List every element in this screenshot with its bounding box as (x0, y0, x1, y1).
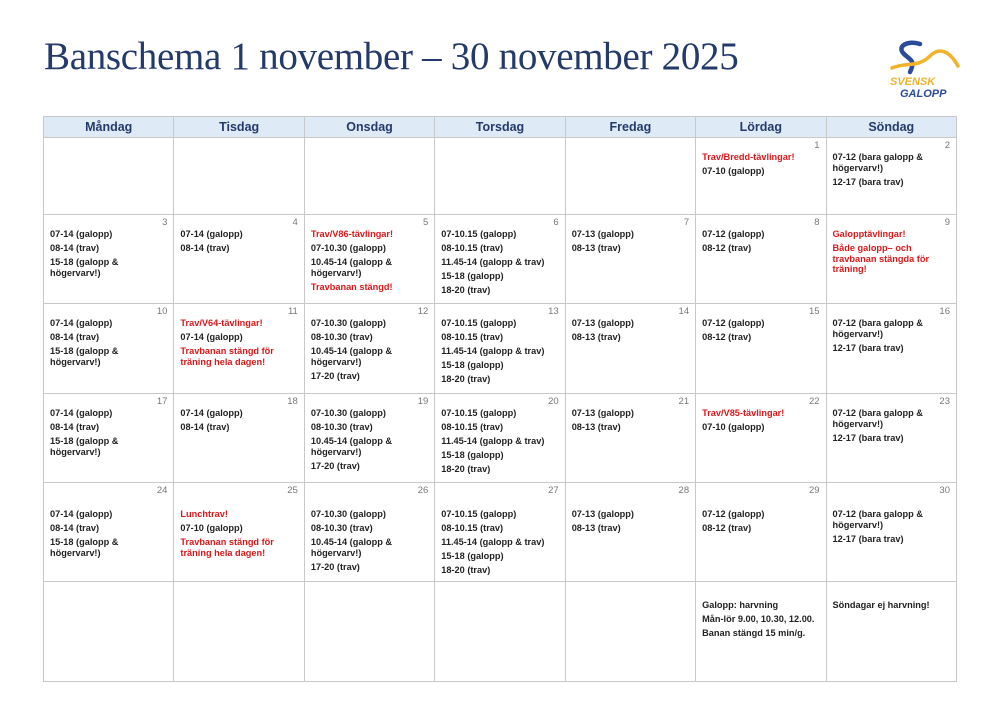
schedule-line: 15-18 (galopp) (441, 450, 504, 460)
day-cell (44, 304, 174, 394)
day-cell (565, 483, 695, 582)
day-cell (696, 215, 826, 304)
weekday-header: Lördag (696, 117, 826, 138)
schedule-line: 08-13 (trav) (571, 332, 621, 342)
week-row (44, 483, 957, 582)
schedule-line: 07-13 (galopp) (571, 408, 634, 418)
day-cell (696, 138, 826, 215)
day-cell (435, 138, 565, 215)
schedule-line: 08-10.30 (trav) (310, 422, 373, 432)
week-row (44, 394, 957, 483)
day-number: 25 (287, 485, 298, 496)
day-cell (826, 394, 956, 483)
schedule-line: 10.45-14 (galopp & högervarv!) (310, 537, 393, 558)
day-number: 15 (808, 306, 820, 317)
day-cell (44, 138, 174, 215)
schedule-line: 07-10.30 (galopp) (310, 509, 386, 519)
schedule-line: 07-12 (galopp) (702, 509, 765, 519)
day-cell (826, 215, 956, 304)
schedule-line: 10.45-14 (galopp & högervarv!) (310, 257, 393, 278)
day-cell (304, 138, 434, 215)
day-number: 11 (287, 306, 298, 317)
notes-cell (565, 582, 695, 682)
schedule-line: Mån-lör 9.00, 10.30, 12.00. (702, 614, 815, 624)
schedule-line: 07-10.30 (galopp) (310, 408, 386, 418)
schedule-line: Banan stängd 15 min/g. (702, 628, 806, 638)
schedule-line: 07-14 (galopp) (180, 408, 243, 418)
day-number: 9 (944, 217, 950, 228)
week-row (44, 138, 957, 215)
notes-cell (696, 582, 826, 682)
notes-cell (44, 582, 174, 682)
schedule-line: 07-10 (galopp) (702, 166, 765, 176)
day-number: 19 (417, 396, 429, 407)
day-number: 7 (683, 217, 690, 228)
day-cell (696, 483, 826, 582)
day-cell (304, 394, 434, 483)
schedule-line: 08-10.15 (trav) (441, 332, 504, 342)
schedule-line: 18-20 (trav) (441, 565, 491, 575)
day-cell (174, 215, 304, 304)
day-number: 1 (814, 140, 820, 151)
schedule-line: 12-17 (bara trav) (832, 533, 904, 544)
schedule-line: 07-14 (galopp) (50, 408, 113, 418)
day-number: 3 (162, 217, 168, 228)
day-cell (565, 394, 695, 483)
schedule-line: 07-10.15 (galopp) (441, 318, 517, 328)
day-cell (696, 304, 826, 394)
weekday-header: Torsdag (435, 117, 565, 138)
weekday-header: Måndag (44, 117, 174, 138)
schedule-line: Söndagar ej harvning! (832, 600, 930, 610)
day-cell (44, 394, 174, 483)
alert-text: Trav/V86-tävlingar! (310, 229, 394, 239)
notes-cell (174, 582, 304, 682)
schedule-line: 17-20 (trav) (310, 561, 360, 572)
day-number: 13 (548, 306, 559, 317)
day-number: 29 (808, 485, 820, 496)
day-cell (565, 215, 695, 304)
day-cell (826, 138, 956, 215)
schedule-line: 18-20 (trav) (441, 285, 491, 295)
schedule-line: 18-20 (trav) (441, 464, 491, 474)
schedule-line: 11.45-14 (galopp & trav) (441, 436, 545, 446)
weekday-header: Tisdag (174, 117, 304, 138)
day-number (311, 140, 428, 152)
day-cell (304, 483, 434, 582)
svensk-galopp-logo (886, 38, 966, 100)
schedule-line: 07-10 (galopp) (180, 523, 243, 533)
logo-text-svensk: SVENSK (890, 76, 936, 88)
schedule-line: 07-10.15 (galopp) (441, 408, 517, 418)
schedule-line: 07-10 (galopp) (702, 422, 765, 432)
day-number: 27 (548, 485, 559, 496)
day-cell (174, 138, 304, 215)
day-cell (304, 304, 434, 394)
schedule-line: 11.45-14 (galopp & trav) (441, 537, 545, 547)
schedule-line: 08-12 (trav) (702, 243, 752, 253)
schedule-line: 12-17 (bara trav) (832, 176, 904, 187)
schedule-line: 07-12 (bara galopp & högervarv!) (832, 152, 923, 173)
day-cell (826, 304, 956, 394)
page-title: Banschema 1 november – 30 november 2025 (44, 35, 739, 78)
day-cell (44, 215, 174, 304)
schedule-line: 11.45-14 (galopp & trav) (441, 257, 545, 267)
schedule-line: 08-10.15 (trav) (441, 523, 504, 533)
schedule-line: 15-18 (galopp & högervarv!) (50, 537, 119, 558)
day-number: 18 (287, 396, 298, 407)
schedule-line: 08-12 (trav) (702, 332, 752, 342)
schedule-line: 07-14 (galopp) (180, 332, 243, 342)
schedule-line: 15-18 (galopp & högervarv!) (50, 257, 119, 278)
schedule-line: 08-13 (trav) (571, 523, 621, 533)
schedule-line: 15-18 (galopp) (441, 271, 504, 281)
schedule-line: 10.45-14 (galopp & högervarv!) (310, 436, 393, 457)
day-number: 22 (808, 396, 820, 407)
day-cell (174, 394, 304, 483)
day-cell (435, 483, 565, 582)
day-cell (565, 304, 695, 394)
alert-text: Travbanan stängd för träning hela dagen! (180, 346, 274, 367)
day-number: 8 (814, 217, 820, 228)
schedule-line: 17-20 (trav) (310, 370, 360, 381)
day-cell (435, 215, 565, 304)
schedule-line: 12-17 (bara trav) (832, 342, 904, 353)
weekday-header: Fredag (565, 117, 695, 138)
schedule-line: 18-20 (trav) (441, 374, 491, 384)
day-number (441, 140, 558, 152)
schedule-line: 08-13 (trav) (571, 422, 621, 432)
weekday-header: Söndag (826, 117, 956, 138)
schedule-line: 07-12 (galopp) (702, 318, 765, 328)
day-cell (174, 304, 304, 394)
schedule-line: 15-18 (galopp & högervarv!) (50, 436, 119, 457)
day-number: 10 (156, 306, 168, 317)
schedule-line: 07-10.15 (galopp) (441, 229, 517, 239)
schedule-line: 08-10.30 (trav) (310, 523, 373, 533)
schedule-line: 07-10.15 (galopp) (441, 509, 517, 519)
day-number (572, 140, 689, 152)
calendar-grid (43, 116, 957, 682)
schedule-line: 08-14 (trav) (50, 243, 100, 253)
schedule-line: 12-17 (bara trav) (832, 432, 904, 443)
schedule-line: 07-14 (galopp) (50, 229, 113, 239)
alert-text: Trav/V85-tävlingar! (702, 408, 785, 418)
week-row (44, 304, 957, 394)
day-cell (44, 483, 174, 582)
day-number: 5 (422, 217, 429, 228)
alert-text: Travbanan stängd för träning hela dagen! (180, 537, 274, 558)
schedule-line: 07-14 (galopp) (50, 509, 113, 519)
alert-text: Både galopp– och travbanan stängda för träning! (832, 243, 930, 274)
schedule-line: Galopp: harvning (702, 600, 779, 610)
day-number: 23 (939, 396, 950, 407)
alert-text: Travbanan stängd! (310, 281, 393, 292)
day-cell (174, 483, 304, 582)
notes-cell (826, 582, 956, 682)
schedule-line: 17-20 (trav) (310, 460, 360, 471)
day-number: 24 (156, 485, 168, 496)
day-number: 4 (292, 217, 298, 228)
day-number: 28 (678, 485, 690, 496)
day-number (180, 140, 297, 152)
schedule-line: 07-10.30 (galopp) (310, 243, 386, 253)
schedule-line: 07-10.30 (galopp) (310, 318, 386, 328)
schedule-line: 08-10.15 (trav) (441, 243, 504, 253)
schedule-line: 15-18 (galopp & högervarv!) (50, 346, 119, 367)
schedule-line: 11.45-14 (galopp & trav) (441, 346, 545, 356)
day-number: 26 (417, 485, 429, 496)
day-cell (435, 304, 565, 394)
day-cell (435, 394, 565, 483)
day-number: 14 (678, 306, 690, 317)
schedule-line: 07-13 (galopp) (571, 318, 634, 328)
day-number: 12 (417, 306, 429, 317)
alert-text: Lunchtrav! (180, 509, 228, 519)
day-number: 20 (548, 396, 559, 407)
day-number: 16 (939, 306, 950, 317)
weekday-header: Onsdag (304, 117, 434, 138)
notes-cell (435, 582, 565, 682)
schedule-line: 07-13 (galopp) (571, 229, 634, 239)
day-cell (304, 215, 434, 304)
schedule-line: 07-14 (galopp) (50, 318, 113, 328)
schedule-line: 08-10.15 (trav) (441, 422, 504, 432)
schedule-line: 08-13 (trav) (571, 243, 621, 253)
schedule-line: 15-18 (galopp) (441, 551, 504, 561)
alert-text: Trav/V64-tävlingar! (180, 318, 263, 328)
schedule-line: 07-13 (galopp) (571, 509, 634, 519)
day-number: 30 (939, 485, 950, 496)
day-number: 6 (553, 217, 559, 228)
logo-text-galopp: GALOPP (900, 88, 947, 100)
schedule-line: 15-18 (galopp) (441, 360, 504, 370)
schedule-line: 07-12 (bara galopp & högervarv!) (832, 509, 923, 530)
schedule-line: 07-12 (bara galopp & högervarv!) (832, 318, 923, 339)
day-cell (696, 394, 826, 483)
schedule-line: 08-14 (trav) (180, 243, 230, 253)
day-number: 2 (944, 140, 950, 151)
day-number (50, 140, 167, 152)
notes-cell (304, 582, 434, 682)
schedule-line: 07-14 (galopp) (180, 229, 243, 239)
day-cell (826, 483, 956, 582)
day-cell (565, 138, 695, 215)
schedule-line: 08-12 (trav) (702, 523, 752, 533)
day-number: 21 (678, 396, 690, 407)
schedule-line: 07-12 (galopp) (702, 229, 765, 239)
week-row (44, 215, 957, 304)
schedule-line: 07-12 (bara galopp & högervarv!) (832, 408, 923, 429)
notes-row (44, 582, 957, 682)
schedule-line: 10.45-14 (galopp & högervarv!) (310, 346, 393, 367)
schedule-line: 08-14 (trav) (50, 422, 100, 432)
schedule-line: 08-14 (trav) (180, 422, 230, 432)
day-number: 17 (156, 396, 168, 407)
alert-text: Galopptävlingar! (832, 229, 906, 239)
schedule-line: 08-14 (trav) (50, 332, 100, 342)
schedule-line: 08-14 (trav) (50, 523, 100, 533)
schedule-line: 08-10.30 (trav) (310, 332, 373, 342)
alert-text: Trav/Bredd-tävlingar! (702, 152, 795, 162)
